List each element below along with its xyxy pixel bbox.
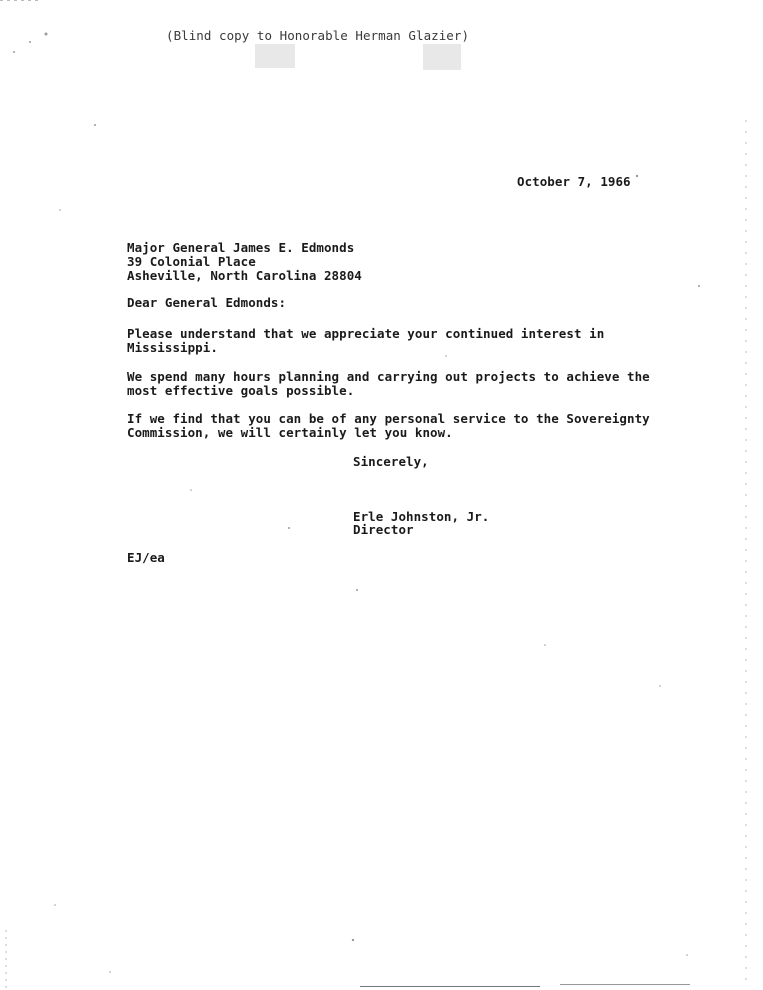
signer-title: Director (353, 522, 414, 537)
signer-name: Erle Johnston, Jr. (353, 509, 490, 524)
recipient-name: Major General James E. Edmonds (127, 240, 355, 255)
typist-initials: EJ/ea (127, 550, 165, 565)
closing: Sincerely, (353, 454, 429, 469)
paragraph-line: Please understand that we appreciate your continued interest in (127, 326, 605, 341)
recipient-city: Asheville, North Carolina 28804 (127, 268, 362, 283)
paragraph-line: Commission, we will certainly let you know. (127, 425, 453, 440)
blind-copy-note: (Blind copy to Honorable Herman Glazier) (166, 28, 470, 43)
recipient-street: 39 Colonial Place (127, 254, 256, 269)
letter-date: October 7, 1966 (517, 174, 631, 189)
paragraph-line: most effective goals possible. (127, 383, 355, 398)
paragraph-line: We spend many hours planning and carrying out projects to achieve the (127, 369, 650, 384)
salutation: Dear General Edmonds: (127, 295, 287, 310)
paragraph-line: If we find that you can be of any personal service to the Sovereignty (127, 411, 650, 426)
paragraph-line: Mississippi. (127, 340, 218, 355)
